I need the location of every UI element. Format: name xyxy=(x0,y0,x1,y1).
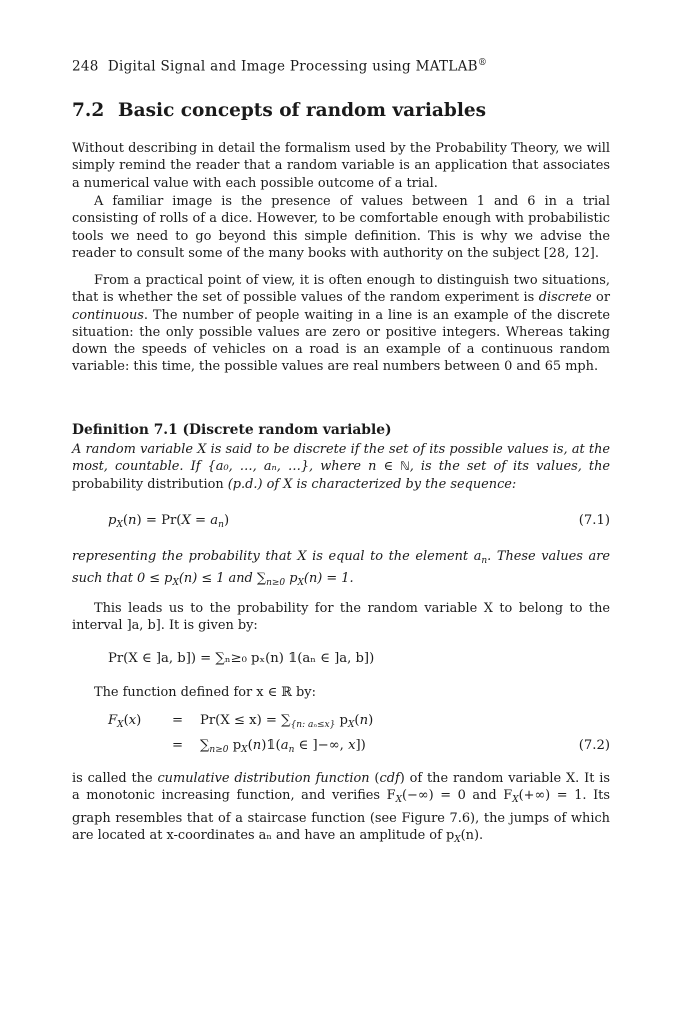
interval-formula: Pr(X ∈ ]a, b]) = ∑ₙ≥₀ pₓ(n) 𝟙(aₙ ∈ ]a, b]) xyxy=(108,651,375,666)
intro-paragraph-2: A familiar image is the presence of values between 1 and 6 in a trial consisting of rolls of a dice. However, to be comfortable enough with probabilistic tools we need to go beyond this simple definition. This is why we advise the reader to consult some of the many books with authority on the subject [28, 12]. xyxy=(72,194,610,261)
pd-term: probability distribution xyxy=(72,476,224,492)
section-number: 7.2 xyxy=(72,100,105,121)
cdf-description: is called the cumulative distribution function (cdf) of the random variable X. It is a monotonic increasing function, and verifies $F_X(-\infty) = 0$ and $F_X(+\infty) = 1$. Its graph resembles that of a staircase function (see Figure 7.6), the jumps of which are located at x-coordinates aₙ and have an amplitude of $p_X(n)$. xyxy=(72,771,610,845)
cdf-equation-line-1: $F_X(x)$ = $Pr(X \le x) = \sum_{\{n: a_n\le x\}}$ $p_X(n)$ xyxy=(108,713,374,730)
section-heading xyxy=(72,100,486,121)
running-header xyxy=(72,58,487,75)
equation-7-1: $p_X(n) = Pr(X = a_n)$ (7.1) xyxy=(108,513,610,530)
cdf-equation-line-2: = $\sum_{n\ge 0}$ $p_X(n)𝟙(a_n$ ∈ ]−∞, x]) (7.2) xyxy=(172,738,610,755)
registered-mark: ® xyxy=(477,58,488,68)
definition-continuation: representing the probability that X is equal to the element $a_n$. These values are such that $0 \le p_X(n) \le 1$ and $\sum_{n\ge 0}$ $p_X(n) = 1$. xyxy=(72,549,610,589)
page-number: 248 xyxy=(72,58,99,75)
continuous-term: continuous xyxy=(72,307,144,323)
section-title: Basic concepts of random variables xyxy=(118,100,487,121)
intro-paragraph-1: Without describing in detail the formalism used by the Probability Theory, we will simply remind the reader that a random variable is an application that associates a numerical value with each possible outcome of a trial. xyxy=(72,141,610,191)
interval-paragraph: This leads us to the probability for the random variable X to belong to the interval ]a, b]. It is given by: xyxy=(72,601,610,634)
intro-paragraph-3: From a practical point of view, it is often enough to distinguish two situations, that is whether the set of possible values of the random experiment is discrete or continuous. The number of people waiting in a line is an example of the discrete situation: the only possible values are zero or positive integers. Whereas taking down the speeds of vehicles on a road is an example of a continuous random variable: this time, the possible values are real numbers between 0 and 65 mph. xyxy=(72,273,610,375)
book-title: Digital Signal and Image Processing using MATLAB xyxy=(107,58,478,75)
equation-number-7-2: (7.2) xyxy=(578,738,610,753)
cdf-lead: The function defined for x ∈ ℝ by: xyxy=(94,685,316,700)
equation-number-7-1: (7.1) xyxy=(578,513,610,528)
discrete-term: discrete xyxy=(538,290,592,306)
definition-title: Definition 7.1 (Discrete random variable) xyxy=(72,422,392,438)
definition-body: A random variable X is said to be discrete if the set of its possible values is, at the most, countable. If {a₀, …, aₙ, …}, where n ∈ ℕ, is the set of its values, the probability distribution (p.d.) of X is characterized by the sequence: xyxy=(72,442,610,492)
cdf-term: cumulative distribution function xyxy=(157,771,370,786)
